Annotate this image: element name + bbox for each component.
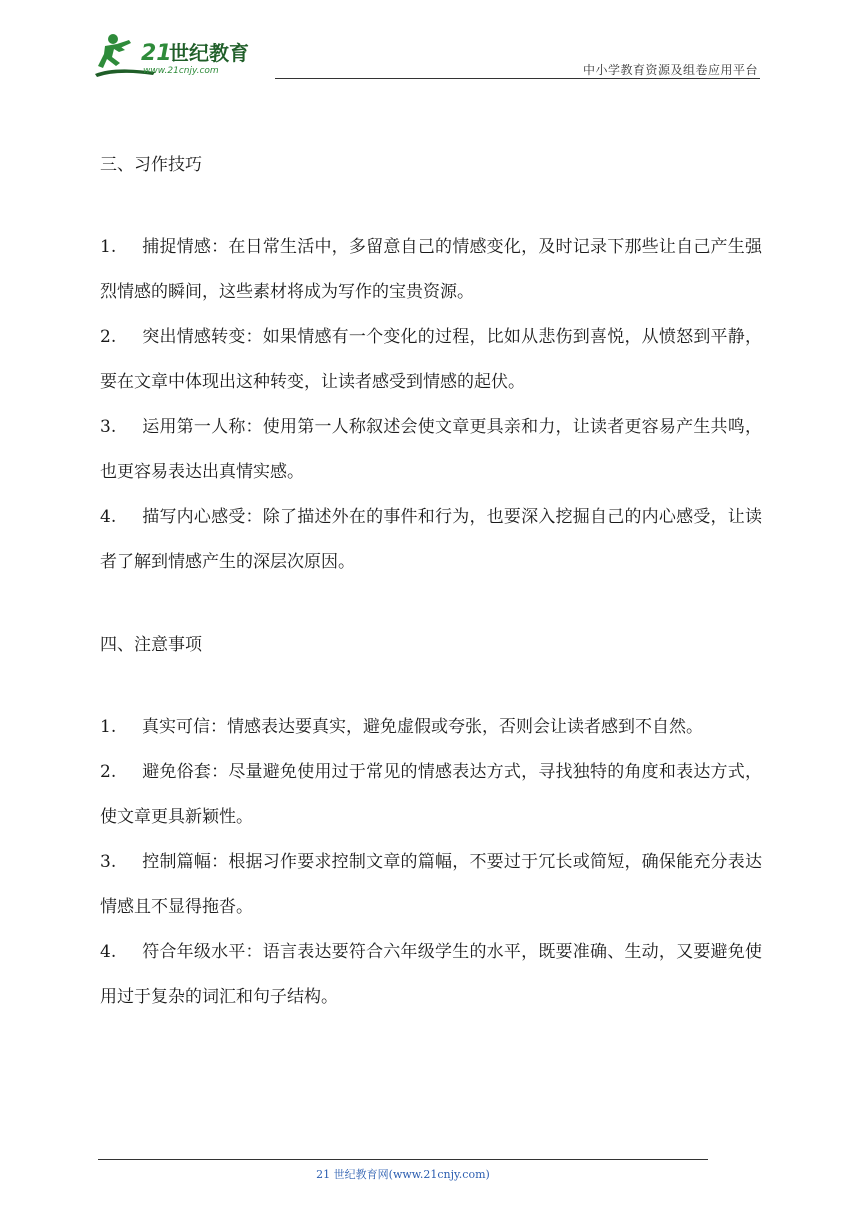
item-number: 3.: [100, 417, 117, 437]
item-number: 3.: [100, 852, 117, 872]
item-number: 2.: [100, 327, 117, 347]
list-item: [100, 840, 762, 930]
document-body: [100, 145, 762, 1020]
item-text: 描写内心感受：除了描述外在的事件和行为，也要深入挖掘自己的内心感受，让读者了解到情感产生的深层次原因。: [100, 507, 762, 572]
footer-link[interactable]: 21 世纪教育网(www.21cnjy.com): [316, 1168, 490, 1181]
footer-divider: [98, 1159, 708, 1160]
svg-text:www.21cnjy.com: www.21cnjy.com: [143, 66, 219, 76]
item-number: 4.: [100, 507, 117, 527]
item-text: 避免俗套：尽量避免使用过于常见的情感表达方式，寻找独特的角度和表达方式，使文章更具新颖性。: [100, 762, 762, 827]
header-slogan: 中小学教育资源及组卷应用平台: [582, 63, 758, 77]
list-item: [100, 495, 762, 585]
list-item: [100, 315, 762, 405]
logo-21cnjy[interactable]: [95, 30, 260, 78]
item-number: 1.: [100, 237, 117, 257]
list-item: [100, 405, 762, 495]
header-divider: [275, 78, 760, 79]
item-number: 1.: [100, 717, 117, 737]
list-item: [100, 705, 762, 750]
item-number: 2.: [100, 762, 117, 782]
item-text: 突出情感转变：如果情感有一个变化的过程，比如从悲伤到喜悦，从愤怒到平静，要在文章中体现出这种转变，让读者感受到情感的起伏。: [100, 327, 762, 392]
page-header: [95, 30, 760, 80]
item-text: 运用第一人称：使用第一人称叙述会使文章更具亲和力，让读者更容易产生共鸣，也更容易表达出真情实感。: [100, 417, 762, 482]
list-item: [100, 225, 762, 315]
item-number: 4.: [100, 942, 117, 962]
item-text: 符合年级水平：语言表达要符合六年级学生的水平，既要准确、生动，又要避免使用过于复杂的词汇和句子结构。: [100, 942, 762, 1007]
list-item: [100, 750, 762, 840]
svg-text:世纪教育: 世纪教育: [169, 41, 249, 65]
item-text: 控制篇幅：根据习作要求控制文章的篇幅，不要过于冗长或简短，确保能充分表达情感且不显得拖沓。: [100, 852, 762, 917]
section-heading-notes: 四、注意事项: [100, 635, 202, 655]
item-text: 捕捉情感：在日常生活中，多留意自己的情感变化，及时记录下那些让自己产生强烈情感的瞬间，这些素材将成为写作的宝贵资源。: [100, 237, 762, 302]
section-heading-writing-skills: 三、习作技巧: [100, 155, 202, 175]
item-text: 真实可信：情感表达要真实，避免虚假或夸张，否则会让读者感到不自然。: [142, 717, 703, 737]
list-item: [100, 930, 762, 1020]
svg-text:21: 21: [141, 41, 172, 66]
